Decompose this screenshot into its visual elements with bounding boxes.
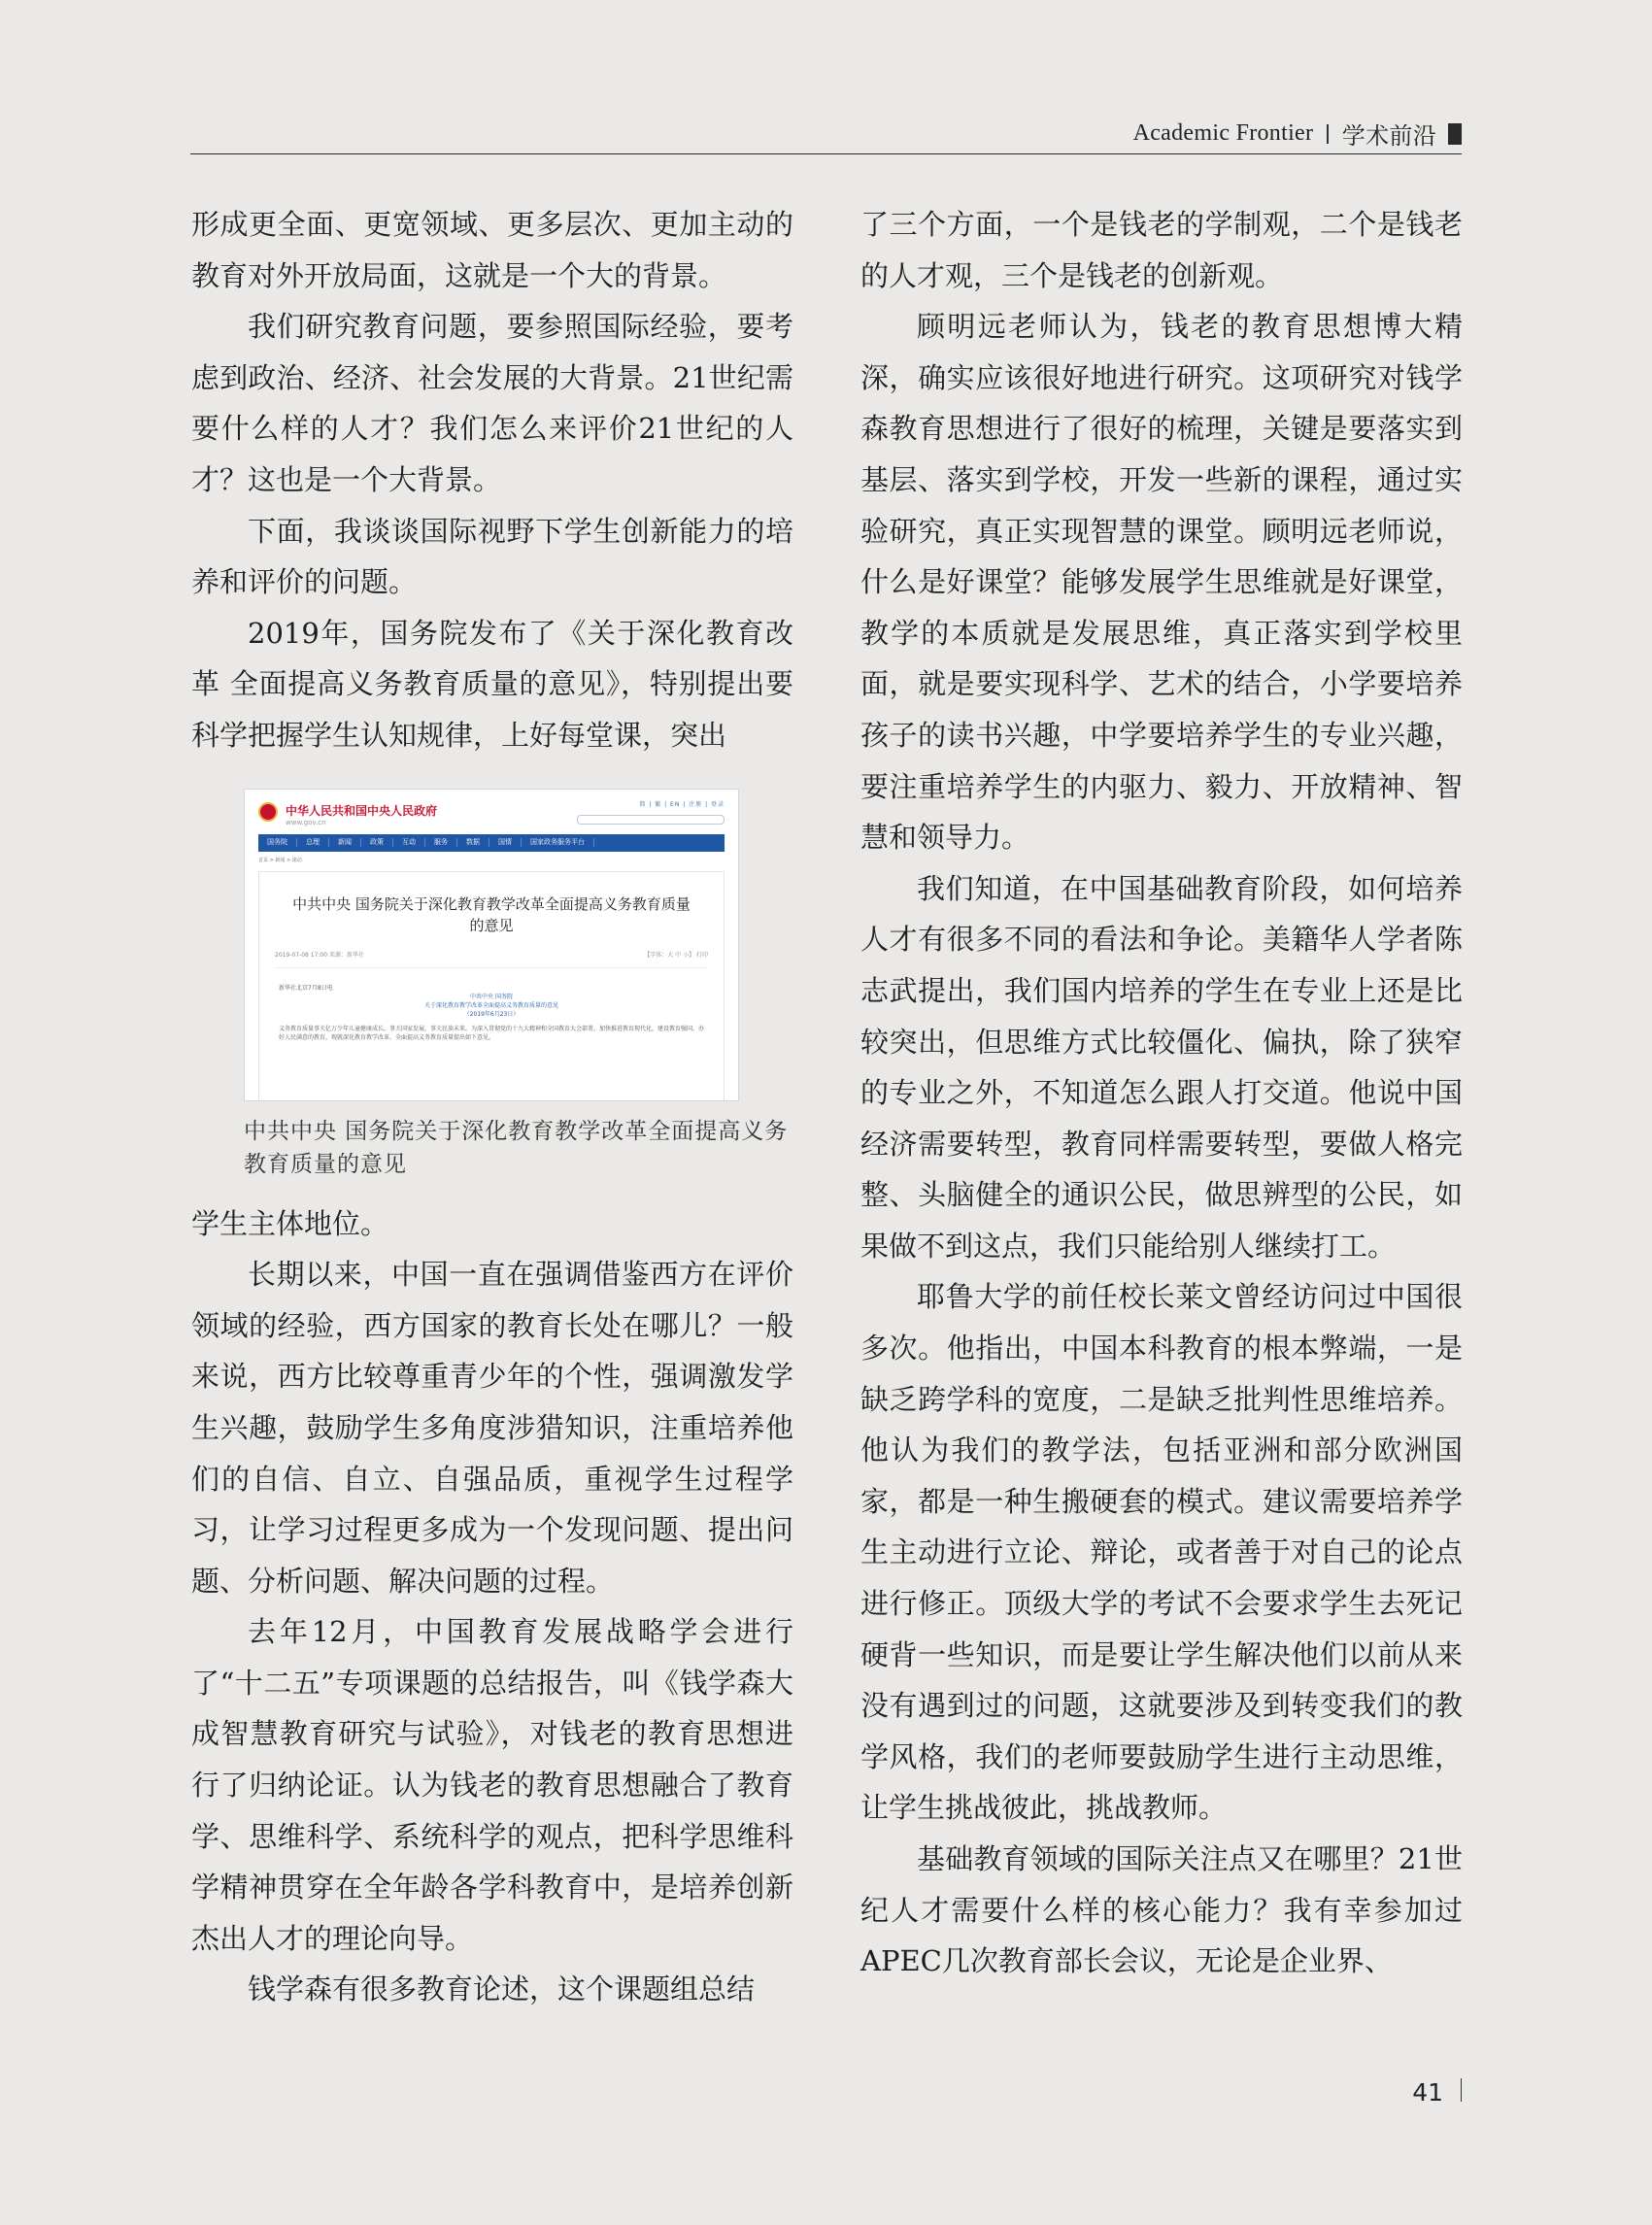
header-divider <box>1327 124 1329 144</box>
paragraph: 基础教育领域的国际关注点又在哪里？21世纪人才需要什么样的核心能力？我有幸参加过APEC几次教育部长会议，无论是企业界、 <box>860 1842 1463 1978</box>
page-number: 41 <box>1412 2078 1443 2107</box>
article-meta-left: 2019-07-08 17:00 来源：新华社 <box>275 951 364 959</box>
article-title: 中共中央 国务院关于深化教育教学改革全面提高义务教育质量的意见 <box>292 894 691 934</box>
site-nav-item: 互动 <box>393 838 425 846</box>
site-name: 中华人民共和国中央人民政府 <box>286 804 438 819</box>
figure-caption: 中共中央 国务院关于深化教育教学改革全面提高义务教育质量的意见 <box>244 1118 789 1177</box>
left-after-figure <box>191 1198 793 2016</box>
article-body <box>279 984 704 1042</box>
site-nav-item: 服务 <box>425 838 457 846</box>
article-dateline: 新华社北京7月8日电 <box>279 984 333 992</box>
paragraph: 了三个方面，一个是钱老的学制观，二个是钱老的人才观，三个是钱老的创新观。 <box>860 208 1463 292</box>
paragraph: 下面，我谈谈国际视野下学生创新能力的培养和评价的问题。 <box>191 514 793 599</box>
header-en: Academic Frontier <box>1132 120 1314 146</box>
paragraph: 钱学森有很多教育论述，这个课题组总结 <box>248 1972 756 2006</box>
figure-screenshot <box>244 789 739 1101</box>
article-meta <box>275 952 708 968</box>
paragraph: 顾明远老师认为，钱老的教育思想博大精深，确实应该很好地进行研究。这项研究对钱学森教育思想进行了很好的梳理，关键是要落实到基层、落实到学校，开发一些新的课程，通过实验研究，真正实现智慧的课堂。顾明远老师说，什么是好课堂？能够发展学生思维就是好课堂，教学的本质就是发展思维，真正落实到学校里面，就是要实现科学、艺术的结合，小学要培养孩子的读书兴趣，中学要培养学生的专业兴趣，要注重培养学生的内驱力、毅力、开放精神、智慧和领导力。 <box>860 310 1463 855</box>
site-nav-item: 新闻 <box>329 838 361 846</box>
article-issuer: 中共中央 国务院 <box>470 993 513 1000</box>
paragraph: 我们研究教育问题，要参照国际经验，要考虑到政治、经济、社会发展的大背景。21世纪需要什么样的人才？我们怎么来评价21世纪的人才？这也是一个大背景。 <box>191 310 793 496</box>
paragraph: 去年12月，中国教育发展战略学会进行了“十二五”专项课题的总结报告，叫《钱学森大成智慧教育研究与试验》，对钱老的教育思想进行了归纳论证。认为钱老的教育思想融合了教育学、思维科学、系统科学的观点，把科学思维科学精神贯穿在全年龄各学科教育中，是培养创新杰出人才的理论向导。 <box>191 1615 793 1955</box>
paragraph: 形成更全面、更宽领域、更多层次、更加主动的教育对外开放局面，这就是一个大的背景。 <box>191 208 793 292</box>
left-before-figure <box>191 199 793 761</box>
site-nav-bar <box>258 834 725 852</box>
page-number-divider <box>1461 2078 1463 2102</box>
header-block-icon <box>1448 123 1462 145</box>
left-column <box>191 199 793 2015</box>
paragraph: 2019年，国务院发布了《关于深化教育改革 全面提高义务教育质量的意见》，特别提出要科学把握学生认知规律，上好每堂课，突出 <box>191 616 793 752</box>
site-nav-item: 国情 <box>489 838 522 846</box>
site-breadcrumb: 首页 > 新闻 > 滚动 <box>258 857 302 863</box>
site-nav-item: 政策 <box>361 838 393 846</box>
site-search-box <box>577 815 725 825</box>
site-top-tools: 简 | 繁 | EN | 注册 | 登录 <box>639 800 725 808</box>
site-header <box>245 790 738 834</box>
article-card <box>258 871 725 1100</box>
figure <box>191 789 793 1181</box>
running-header <box>190 115 1462 154</box>
article-text: 义务教育质量事关亿万少年儿童健康成长，事关国家发展，事关民族未来。为深入贯彻党的十九大精神和全国教育大会部署，加快推进教育现代化，建设教育强国，办好人民满意的教育，现就深化教育教学改革、全面提高义务教育质量提出如下意见。 <box>279 1025 705 1041</box>
right-column <box>860 199 1463 1987</box>
national-emblem-icon <box>258 802 278 822</box>
article-doc-title: 关于深化教育教学改革全面提高义务教育质量的意见 <box>423 1001 558 1009</box>
article-date: （2019年6月23日） <box>463 1010 520 1018</box>
site-nav-item: 总理 <box>297 838 329 846</box>
site-url: www.gov.cn <box>286 818 326 826</box>
site-nav-item: 国家政务服务平台 <box>522 838 594 846</box>
header-label <box>1133 117 1462 151</box>
paragraph: 我们知道，在中国基础教育阶段，如何培养人才有很多不同的看法和争论。美籍华人学者陈志武提出，我们国内培养的学生在专业上还是比较突出，但思维方式比较僵化、偏执，除了狭窄的专业之外，不知道怎么跟人打交道。他说中国经济需要转型，教育同样需要转型，要做人格完整、头脑健全的通识公民，做思辨型的公民，如果做不到这点，我们只能给别人继续打工。 <box>860 871 1463 1263</box>
paragraph: 长期以来，中国一直在强调借鉴西方在评价领域的经验，西方国家的教育长处在哪儿？一般来说，西方比较尊重青少年的个性，强调激发学生兴趣，鼓励学生多角度涉猎知识，注重培养他们的自信、自立、自强品质，重视学生过程学习，让学习过程更多成为一个发现问题、提出问题、分析问题、解决问题的过程。 <box>191 1258 793 1598</box>
article-meta-right: 【字体：大 中 小】 打印 <box>644 951 708 959</box>
paragraph: 学生主体地位。 <box>191 1206 389 1240</box>
paragraph: 耶鲁大学的前任校长莱文曾经访问过中国很多次。他指出，中国本科教育的根本弊端，一是缺乏跨学科的宽度，二是缺乏批判性思维培养。他认为我们的教学法，包括亚洲和部分欧洲国家，都是一种生搬硬套的模式。建议需要培养学生主动进行立论、辩论，或者善于对自己的论点进行修正。顶级大学的考试不会要求学生去死记硬背一些知识，而是要让学生解决他们以前从来没有遇到过的问题，这就要涉及到转变我们的教学风格，我们的老师要鼓励学生进行主动思维，让学生挑战彼此，挑战教师。 <box>860 1280 1463 1825</box>
header-zh: 学术前沿 <box>1341 122 1436 150</box>
site-nav-item: 数据 <box>457 838 489 846</box>
site-nav-item: 国务院 <box>258 838 297 846</box>
